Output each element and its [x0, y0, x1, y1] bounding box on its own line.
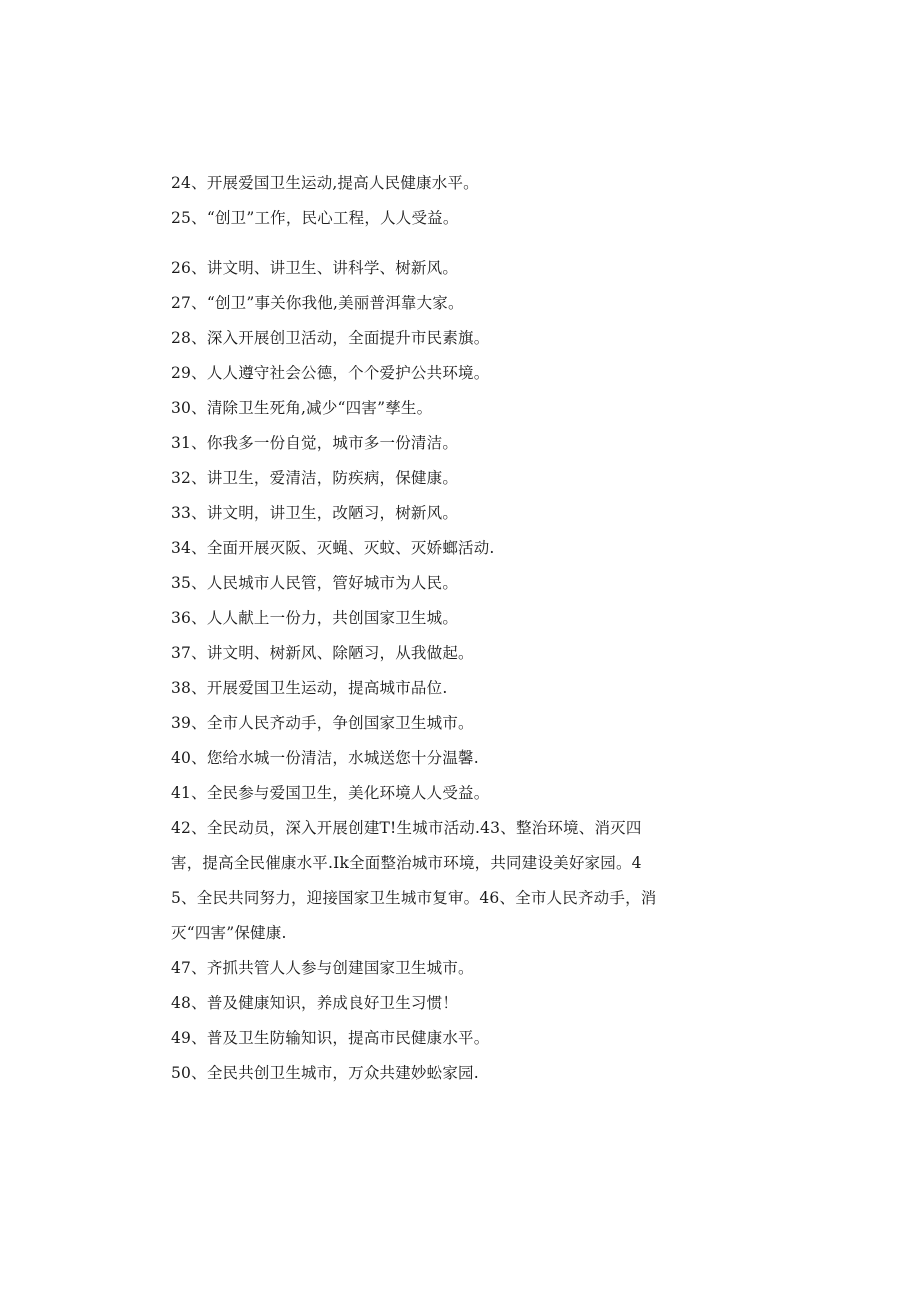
slogan-31: 31、你我多一份自觉，城市多一份清洁。	[171, 434, 459, 452]
slogan-40: 40、您给水城一份清洁，水城送您十分温馨.	[171, 749, 479, 767]
slogan-38: 38、开展爱国卫生运动，提高城市品位.	[171, 679, 448, 697]
slogan-29: 29、人人遵守社会公德，个个爱护公共环境。	[171, 364, 490, 382]
slogan-50: 50、全民共创卫生城市，万众共建妙蚣家园.	[171, 1064, 479, 1082]
slogan-27: 27、“创卫”事关你我他,美丽普洱靠大家。	[171, 294, 464, 312]
slogan-49: 49、普及卫生防输知识，提高市民健康水平。	[171, 1029, 490, 1047]
slogan-47: 47、齐抓共管人人参与创建国家卫生城市。	[171, 959, 474, 977]
slogan-48: 48、普及健康知识，养成良好卫生习惯！	[171, 994, 459, 1012]
slogan-41: 41、全民参与爱国卫生，美化环境人人受益。	[171, 784, 490, 802]
slogan-24: 24、开展爱国卫生运动,提高人民健康水平。	[171, 174, 479, 192]
slogan-paragraph-42-46: 42、全民动员，深入开展创建T!生城市活动.43、整治环境、消灭四害，提高全民催康水平.Ik全面整治城市环境，共同建设美好家园。45、全民共同努力，迎接国家卫生城市复审。46、全市人民齐动手，消灭“四害”保健康.	[171, 819, 657, 942]
slogan-35: 35、人民城市人民管，管好城市为人民。	[171, 574, 459, 592]
slogan-25: 25、“创卫”工作，民心工程，人人受益。	[171, 209, 459, 227]
slogan-33: 33、讲文明，讲卫生，改陋习，树新风。	[171, 504, 459, 522]
slogan-39: 39、全市人民齐动手，争创国家卫生城市。	[171, 714, 474, 732]
slogan-34: 34、全面开展灭阪、灭蝇、灭蚊、灭娇螂活动.	[171, 539, 495, 557]
slogan-list	[171, 166, 661, 1091]
slogan-26: 26、讲文明、讲卫生、讲科学、树新风。	[171, 259, 459, 277]
slogan-32: 32、讲卫生，爱清洁，防疾病，保健康。	[171, 469, 459, 487]
slogan-37: 37、讲文明、树新风、除陋习，从我做起。	[171, 644, 474, 662]
slogan-30: 30、清除卫生死角,减少“四害”孳生。	[171, 399, 433, 417]
slogan-28: 28、深入开展创卫活动，全面提升市民素旗。	[171, 329, 490, 347]
slogan-36: 36、人人献上一份力，共创国家卫生城。	[171, 609, 459, 627]
